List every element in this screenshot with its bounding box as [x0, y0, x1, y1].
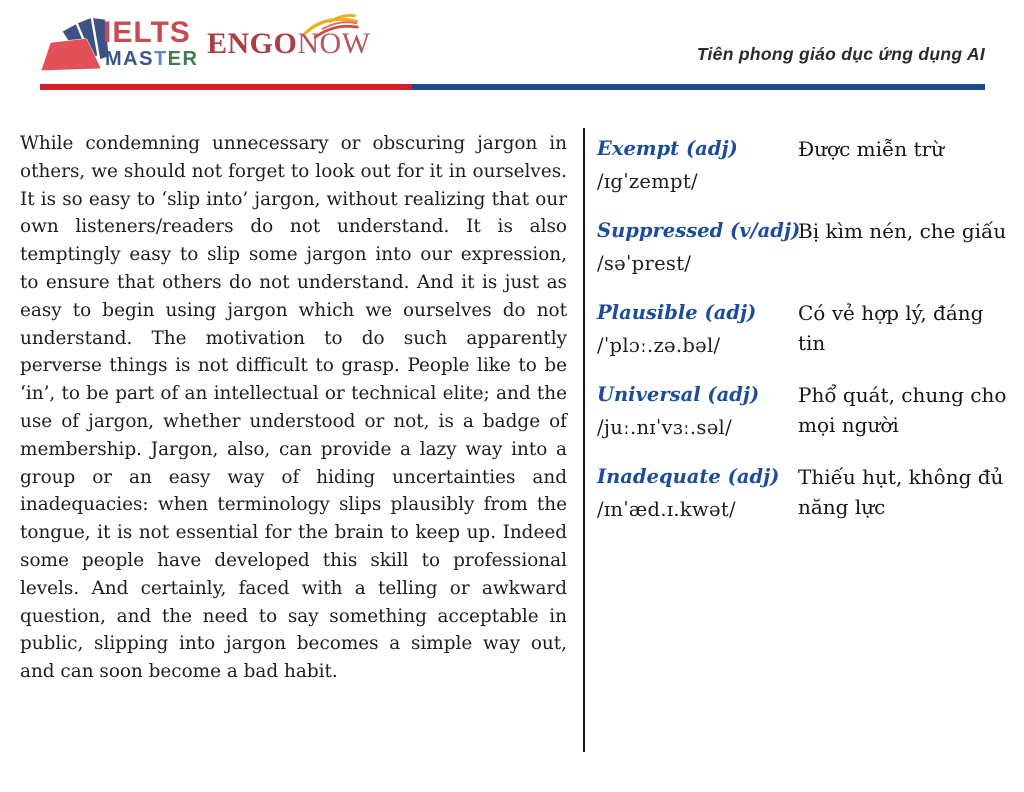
vocab-meaning: Có vẻ hợp lý, đáng tin — [798, 301, 984, 355]
vocab-entry-left — [597, 378, 798, 445]
master-part-green: ER — [167, 48, 199, 70]
vocab-entry — [597, 460, 1017, 527]
ielts-wordmark: IELTS — [103, 16, 191, 49]
vocab-word: Inadequate (adj) — [597, 465, 780, 488]
master-part-blue: T — [153, 48, 168, 70]
brand-tagline: Tiên phong giáo dục ứng dụng AI — [696, 44, 985, 64]
divider-red-segment — [40, 84, 412, 90]
master-part-navy: MAS — [105, 48, 154, 70]
vocab-entry — [597, 378, 1017, 445]
vocab-meaning: Được miễn trừ — [798, 137, 945, 161]
vocab-meaning: Thiếu hụt, không đủ năng lực — [798, 465, 1004, 519]
vocab-meaning: Bị kìm nén, che giấu — [798, 219, 1007, 243]
vocab-entry — [597, 296, 1017, 363]
vocab-entry-left — [597, 296, 798, 363]
vocab-meaning: Phổ quát, chung cho mọi người — [798, 383, 1007, 437]
column-divider — [583, 128, 585, 752]
vocab-entry-left — [597, 214, 801, 281]
bird-swoosh-icon — [302, 12, 362, 44]
engo-text: ENGO — [207, 27, 298, 60]
vocab-phonetic: /ɪgˈzempt/ — [597, 170, 698, 193]
header-divider-rule — [40, 84, 985, 90]
vocab-word: Universal (adj) — [597, 383, 760, 406]
vocab-word: Exempt (adj) — [597, 137, 738, 160]
vocab-phonetic: /ˈplɔː.zə.bəl/ — [597, 334, 721, 357]
vocab-phonetic: /səˈprest/ — [597, 252, 692, 275]
vocab-phonetic: /juː.nɪˈvɜː.səl/ — [597, 416, 732, 439]
passage-text: While condemning unnecessary or obscuring jargon in others, we should not forget to look out for it in ourselves. It is so easy to ‘slip into’ jargon, without realizing that our own listeners/readers do not understand. It is also temptingly easy to slip some jargon into our expression, to ensure that others do not understand. And it is just as easy to begin using jargon which we ourselves do not understand. The motivation to do such apparently perverse things is not difficult to grasp. People like to be ‘in’, to be part of an intellectual or technical elite; and the use of jargon, whether understood or not, is a badge of membership. Jargon, also, can provide a lazy way into a group or an easy way of hiding uncertainties and inadequacies: when terminology slips plausibly from the tongue, it is not essential for the brain to keep up. Indeed some people have developed this skill to professional levels. And certainly, faced with a telling or awkward question, and the need to say something acceptable in public, slipping into jargon becomes a simple way out, and can soon become a bad habit. — [20, 133, 567, 683]
vocab-word: Plausible (adj) — [597, 301, 757, 324]
vocab-entry — [597, 214, 1017, 281]
vocab-list — [597, 132, 1017, 542]
vocab-entry — [597, 132, 1017, 199]
vocab-word: Suppressed (v/adj) — [597, 219, 801, 242]
vocab-entry-left — [597, 132, 798, 199]
master-wordmark — [105, 48, 198, 71]
divider-blue-segment — [412, 84, 985, 90]
now-text: NOW — [297, 27, 371, 60]
vocab-entry-left — [597, 460, 798, 527]
vocab-phonetic: /ɪnˈæd.ɪ.kwət/ — [597, 498, 736, 521]
